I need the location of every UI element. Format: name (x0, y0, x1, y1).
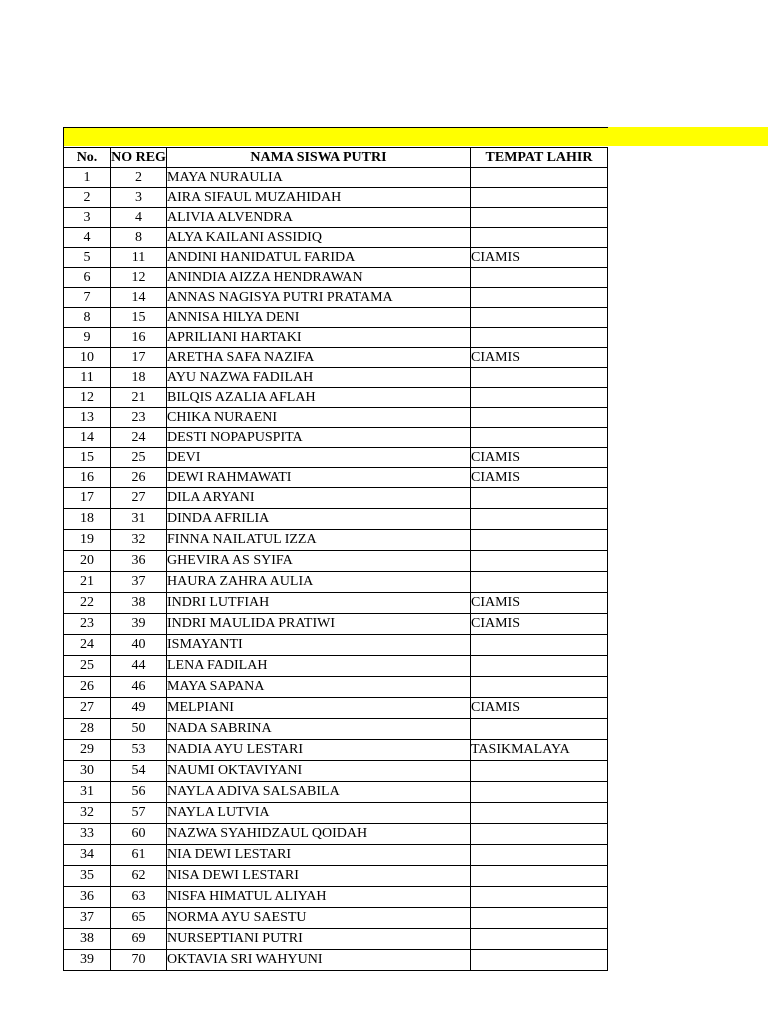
cell-name[interactable]: GHEVIRA AS SYIFA (167, 551, 471, 572)
cell-name[interactable]: HAURA ZAHRA AULIA (167, 572, 471, 593)
cell-place[interactable] (471, 782, 608, 803)
cell-reg[interactable]: 61 (111, 845, 167, 866)
cell-name[interactable]: ALYA KAILANI ASSIDIQ (167, 228, 471, 248)
cell-place[interactable] (471, 488, 608, 509)
table-row (64, 268, 608, 288)
cell-no[interactable]: 20 (64, 551, 111, 572)
cell-reg[interactable]: 50 (111, 719, 167, 740)
cell-no[interactable]: 2 (64, 188, 111, 208)
cell-reg[interactable]: 32 (111, 530, 167, 551)
cell-no[interactable]: 29 (64, 740, 111, 761)
cell-name[interactable]: NURSEPTIANI PUTRI (167, 929, 471, 950)
cell-name[interactable]: ARETHA SAFA NAZIFA (167, 348, 471, 368)
table-row (64, 719, 608, 740)
cell-name[interactable]: DESTI NOPAPUSPITA (167, 428, 471, 448)
cell-reg[interactable]: 49 (111, 698, 167, 719)
cell-no[interactable]: 8 (64, 308, 111, 328)
cell-name[interactable]: OKTAVIA SRI WAHYUNI (167, 950, 471, 971)
cell-no[interactable]: 7 (64, 288, 111, 308)
cell-reg[interactable]: 60 (111, 824, 167, 845)
cell-no[interactable]: 19 (64, 530, 111, 551)
header-reg[interactable]: NO REG (111, 148, 167, 168)
cell-reg[interactable]: 40 (111, 635, 167, 656)
table-row (64, 448, 608, 468)
cell-no[interactable]: 15 (64, 448, 111, 468)
cell-place[interactable] (471, 845, 608, 866)
cell-reg[interactable]: 17 (111, 348, 167, 368)
cell-reg[interactable]: 54 (111, 761, 167, 782)
cell-place[interactable]: CIAMIS (471, 248, 608, 268)
cell-place[interactable] (471, 803, 608, 824)
cell-no[interactable]: 9 (64, 328, 111, 348)
table-row (64, 845, 608, 866)
yellow-header-band (63, 127, 768, 146)
cell-reg[interactable]: 57 (111, 803, 167, 824)
cell-place[interactable] (471, 551, 608, 572)
cell-name[interactable]: NISA DEWI LESTARI (167, 866, 471, 887)
cell-no[interactable]: 13 (64, 408, 111, 428)
cell-place[interactable]: CIAMIS (471, 468, 608, 488)
cell-no[interactable]: 39 (64, 950, 111, 971)
cell-reg[interactable]: 36 (111, 551, 167, 572)
cell-place[interactable] (471, 635, 608, 656)
cell-reg[interactable]: 24 (111, 428, 167, 448)
cell-place[interactable] (471, 761, 608, 782)
cell-place[interactable] (471, 268, 608, 288)
cell-reg[interactable]: 39 (111, 614, 167, 635)
table-row (64, 887, 608, 908)
student-table (63, 147, 608, 971)
cell-name[interactable]: DILA ARYANI (167, 488, 471, 509)
cell-no[interactable]: 10 (64, 348, 111, 368)
cell-reg[interactable]: 53 (111, 740, 167, 761)
cell-name[interactable]: ANINDIA AIZZA HENDRAWAN (167, 268, 471, 288)
header-place[interactable]: TEMPAT LAHIR (471, 148, 608, 168)
cell-name[interactable]: AYU NAZWA FADILAH (167, 368, 471, 388)
table-row (64, 168, 608, 188)
cell-place[interactable] (471, 288, 608, 308)
cell-reg[interactable]: 69 (111, 929, 167, 950)
header-no[interactable]: No. (64, 148, 111, 168)
cell-no[interactable]: 6 (64, 268, 111, 288)
table-row (64, 288, 608, 308)
table-row (64, 614, 608, 635)
table-row (64, 740, 608, 761)
cell-reg[interactable]: 38 (111, 593, 167, 614)
cell-reg[interactable]: 70 (111, 950, 167, 971)
table-row (64, 866, 608, 887)
cell-place[interactable] (471, 908, 608, 929)
cell-place[interactable]: TASIKMALAYA (471, 740, 608, 761)
table-row (64, 635, 608, 656)
table-row (64, 803, 608, 824)
cell-place[interactable] (471, 677, 608, 698)
cell-no[interactable]: 32 (64, 803, 111, 824)
cell-place[interactable] (471, 824, 608, 845)
cell-name[interactable]: NISFA HIMATUL ALIYAH (167, 887, 471, 908)
cell-no[interactable]: 21 (64, 572, 111, 593)
cell-name[interactable]: MAYA SAPANA (167, 677, 471, 698)
cell-name[interactable]: ISMAYANTI (167, 635, 471, 656)
cell-place[interactable] (471, 228, 608, 248)
table-row (64, 328, 608, 348)
cell-reg[interactable]: 16 (111, 328, 167, 348)
cell-no[interactable]: 24 (64, 635, 111, 656)
cell-no[interactable]: 34 (64, 845, 111, 866)
cell-name[interactable]: DINDA AFRILIA (167, 509, 471, 530)
cell-name[interactable]: LENA FADILAH (167, 656, 471, 677)
cell-place[interactable] (471, 509, 608, 530)
table-row (64, 188, 608, 208)
table-row (64, 929, 608, 950)
cell-name[interactable]: ALIVIA ALVENDRA (167, 208, 471, 228)
table-row (64, 761, 608, 782)
table-row (64, 950, 608, 971)
cell-reg[interactable]: 63 (111, 887, 167, 908)
cell-reg[interactable]: 37 (111, 572, 167, 593)
cell-name[interactable]: MAYA NURAULIA (167, 168, 471, 188)
cell-no[interactable]: 18 (64, 509, 111, 530)
cell-name[interactable]: DEVI (167, 448, 471, 468)
cell-reg[interactable]: 23 (111, 408, 167, 428)
cell-reg[interactable]: 4 (111, 208, 167, 228)
table-row (64, 488, 608, 509)
cell-no[interactable]: 17 (64, 488, 111, 509)
cell-no[interactable]: 1 (64, 168, 111, 188)
table-body (64, 168, 608, 971)
cell-reg[interactable]: 2 (111, 168, 167, 188)
cell-no[interactable]: 25 (64, 656, 111, 677)
table-row (64, 509, 608, 530)
table-row (64, 428, 608, 448)
band-border (63, 127, 608, 128)
header-row (64, 148, 608, 168)
cell-name[interactable]: INDRI MAULIDA PRATIWI (167, 614, 471, 635)
cell-place[interactable] (471, 308, 608, 328)
cell-reg[interactable]: 27 (111, 488, 167, 509)
cell-name[interactable]: NIA DEWI LESTARI (167, 845, 471, 866)
table-row (64, 468, 608, 488)
cell-name[interactable]: NAUMI OKTAVIYANI (167, 761, 471, 782)
cell-no[interactable]: 14 (64, 428, 111, 448)
cell-reg[interactable]: 62 (111, 866, 167, 887)
cell-name[interactable]: APRILIANI HARTAKI (167, 328, 471, 348)
cell-place[interactable] (471, 866, 608, 887)
cell-no[interactable]: 22 (64, 593, 111, 614)
cell-no[interactable]: 33 (64, 824, 111, 845)
cell-place[interactable] (471, 328, 608, 348)
cell-name[interactable]: NADIA AYU LESTARI (167, 740, 471, 761)
cell-name[interactable]: MELPIANI (167, 698, 471, 719)
table-row (64, 228, 608, 248)
cell-name[interactable]: NAYLA LUTVIA (167, 803, 471, 824)
cell-reg[interactable]: 26 (111, 468, 167, 488)
cell-place[interactable] (471, 428, 608, 448)
table-row (64, 572, 608, 593)
cell-place[interactable] (471, 168, 608, 188)
cell-reg[interactable]: 25 (111, 448, 167, 468)
cell-no[interactable]: 37 (64, 908, 111, 929)
cell-no[interactable]: 4 (64, 228, 111, 248)
table-row (64, 208, 608, 228)
cell-place[interactable] (471, 388, 608, 408)
table-row (64, 698, 608, 719)
table-row (64, 551, 608, 572)
cell-reg[interactable]: 11 (111, 248, 167, 268)
table-row (64, 824, 608, 845)
cell-reg[interactable]: 31 (111, 509, 167, 530)
cell-reg[interactable]: 18 (111, 368, 167, 388)
cell-name[interactable]: BILQIS AZALIA AFLAH (167, 388, 471, 408)
cell-place[interactable]: CIAMIS (471, 614, 608, 635)
table-row (64, 368, 608, 388)
header-name[interactable]: NAMA SISWA PUTRI (167, 148, 471, 168)
table-row (64, 530, 608, 551)
cell-reg[interactable]: 12 (111, 268, 167, 288)
cell-no[interactable]: 11 (64, 368, 111, 388)
table-row (64, 348, 608, 368)
cell-no[interactable]: 35 (64, 866, 111, 887)
cell-place[interactable] (471, 656, 608, 677)
cell-place[interactable]: CIAMIS (471, 348, 608, 368)
cell-no[interactable]: 28 (64, 719, 111, 740)
cell-name[interactable]: NADA SABRINA (167, 719, 471, 740)
cell-name[interactable]: INDRI LUTFIAH (167, 593, 471, 614)
cell-place[interactable] (471, 572, 608, 593)
cell-place[interactable] (471, 208, 608, 228)
cell-reg[interactable]: 21 (111, 388, 167, 408)
cell-no[interactable]: 31 (64, 782, 111, 803)
cell-name[interactable]: NORMA AYU SAESTU (167, 908, 471, 929)
cell-name[interactable]: ANDINI HANIDATUL FARIDA (167, 248, 471, 268)
cell-place[interactable] (471, 368, 608, 388)
cell-no[interactable]: 38 (64, 929, 111, 950)
cell-reg[interactable]: 15 (111, 308, 167, 328)
cell-name[interactable]: FINNA NAILATUL IZZA (167, 530, 471, 551)
cell-no[interactable]: 26 (64, 677, 111, 698)
cell-place[interactable] (471, 530, 608, 551)
cell-reg[interactable]: 56 (111, 782, 167, 803)
table-row (64, 677, 608, 698)
cell-name[interactable]: DEWI RAHMAWATI (167, 468, 471, 488)
cell-name[interactable]: ANNAS NAGISYA PUTRI PRATAMA (167, 288, 471, 308)
cell-reg[interactable]: 3 (111, 188, 167, 208)
cell-place[interactable] (471, 408, 608, 428)
cell-reg[interactable]: 46 (111, 677, 167, 698)
cell-place[interactable] (471, 929, 608, 950)
cell-no[interactable]: 3 (64, 208, 111, 228)
cell-reg[interactable]: 8 (111, 228, 167, 248)
cell-no[interactable]: 30 (64, 761, 111, 782)
cell-place[interactable] (471, 719, 608, 740)
cell-place[interactable]: CIAMIS (471, 698, 608, 719)
cell-no[interactable]: 16 (64, 468, 111, 488)
table-row (64, 408, 608, 428)
table-row (64, 388, 608, 408)
cell-no[interactable]: 36 (64, 887, 111, 908)
table-row (64, 656, 608, 677)
cell-no[interactable]: 27 (64, 698, 111, 719)
cell-place[interactable] (471, 188, 608, 208)
cell-place[interactable] (471, 887, 608, 908)
cell-reg[interactable]: 14 (111, 288, 167, 308)
cell-no[interactable]: 23 (64, 614, 111, 635)
cell-name[interactable]: AIRA SIFAUL MUZAHIDAH (167, 188, 471, 208)
cell-name[interactable]: NAYLA ADIVA SALSABILA (167, 782, 471, 803)
table-row (64, 908, 608, 929)
cell-reg[interactable]: 65 (111, 908, 167, 929)
cell-no[interactable]: 12 (64, 388, 111, 408)
cell-reg[interactable]: 44 (111, 656, 167, 677)
table-row (64, 782, 608, 803)
table-row (64, 593, 608, 614)
cell-place[interactable] (471, 950, 608, 971)
table-row (64, 248, 608, 268)
cell-name[interactable]: CHIKA NURAENI (167, 408, 471, 428)
cell-name[interactable]: NAZWA SYAHIDZAUL QOIDAH (167, 824, 471, 845)
band-border (63, 127, 64, 147)
cell-no[interactable]: 5 (64, 248, 111, 268)
cell-name[interactable]: ANNISA HILYA DENI (167, 308, 471, 328)
cell-place[interactable]: CIAMIS (471, 593, 608, 614)
table-row (64, 308, 608, 328)
cell-place[interactable]: CIAMIS (471, 448, 608, 468)
